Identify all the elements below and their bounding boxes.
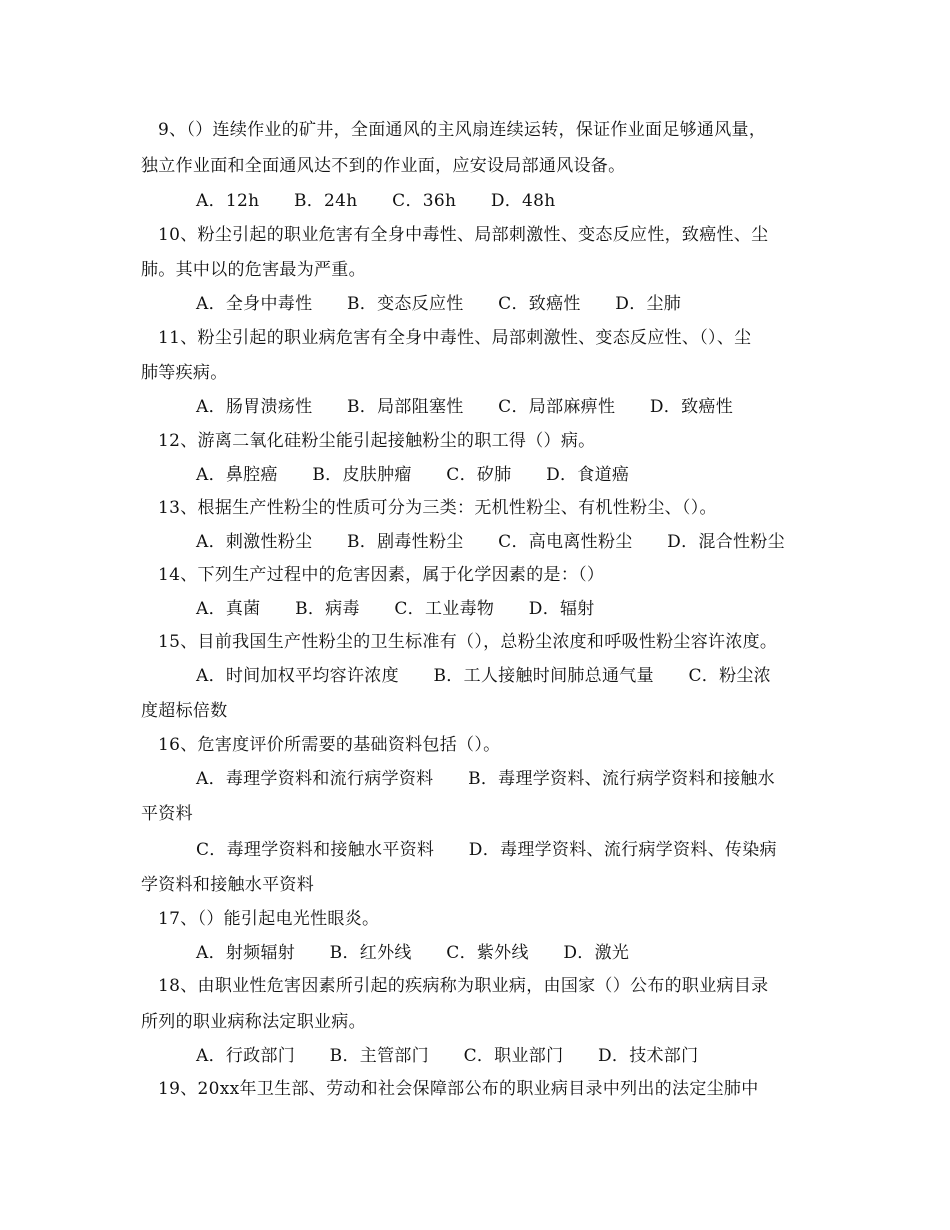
question-19-stem: 19、20xx年卫生部、劳动和社会保障部公布的职业病目录中列出的法定尘肺中 [158, 1079, 759, 1099]
question-9-options: A．12h B．24h C．36h D．48h [196, 191, 556, 211]
question-15-stem: 15、目前我国生产性粉尘的卫生标准有（），总粉尘浓度和呼吸性粉尘容许浓度。 [158, 632, 778, 652]
question-18-stem-line-2: 所列的职业病称法定职业病。 [141, 1012, 366, 1032]
question-11-stem-line-2: 肺等疾病。 [141, 363, 228, 383]
question-16-options-line-4: 学资料和接触水平资料 [141, 875, 314, 895]
question-13-options: A．刺激性粉尘 B．剧毒性粉尘 C．高电离性粉尘 D．混合性粉尘 [196, 532, 785, 552]
question-16-stem: 16、危害度评价所需要的基础资料包括（）。 [158, 735, 501, 755]
question-16-options-line-1: A．毒理学资料和流行病学资料 B．毒理学资料、流行病学资料和接触水 [196, 769, 775, 789]
question-14-options: A．真菌 B．病毒 C．工业毒物 D．辐射 [196, 599, 595, 619]
question-9-stem-line-2: 独立作业面和全面通风达不到的作业面，应安设局部通风设备。 [141, 156, 626, 176]
question-18-options: A．行政部门 B．主管部门 C．职业部门 D．技术部门 [196, 1046, 699, 1066]
question-17-options: A．射频辐射 B．红外线 C．紫外线 D．激光 [196, 943, 630, 963]
question-17-stem: 17、（）能引起电光性眼炎。 [158, 909, 380, 929]
question-12-stem: 12、游离二氧化硅粉尘能引起接触粉尘的职工得（）病。 [158, 431, 596, 451]
question-13-stem: 13、根据生产性粉尘的性质可分为三类：无机性粉尘、有机性粉尘、（）。 [158, 498, 717, 518]
question-14-stem: 14、下列生产过程中的危害因素，属于化学因素的是：（） [158, 565, 605, 585]
question-11-options: A．肠胃溃疡性 B．局部阻塞性 C．局部麻痹性 D．致癌性 [196, 397, 734, 417]
question-12-options: A．鼻腔癌 B．皮肤肿瘤 C．矽肺 D．食道癌 [196, 465, 630, 485]
question-10-options: A．全身中毒性 B．变态反应性 C．致癌性 D．尘肺 [196, 294, 682, 314]
question-16-options-line-3: C．毒理学资料和接触水平资料 D．毒理学资料、流行病学资料、传染病 [196, 840, 777, 860]
question-15-options-line-1: A．时间加权平均容许浓度 B．工人接触时间肺总通气量 C．粉尘浓 [196, 666, 771, 686]
question-11-stem-line-1: 11、粉尘引起的职业病危害有全身中毒性、局部刺激性、变态反应性、（）、尘 [158, 328, 752, 348]
question-9-stem-line-1: 9、（）连续作业的矿井，全面通风的主风扇连续运转，保证作业面足够通风量， [158, 120, 767, 140]
question-15-options-line-2: 度超标倍数 [141, 701, 228, 721]
question-10-stem-line-2: 肺。其中以的危害最为严重。 [141, 260, 366, 280]
question-18-stem-line-1: 18、由职业性危害因素所引起的疾病称为职业病，由国家（）公布的职业病目录 [158, 976, 769, 996]
question-16-options-line-2: 平资料 [141, 804, 193, 824]
question-10-stem-line-1: 10、粉尘引起的职业危害有全身中毒性、局部刺激性、变态反应性，致癌性、尘 [158, 225, 769, 245]
